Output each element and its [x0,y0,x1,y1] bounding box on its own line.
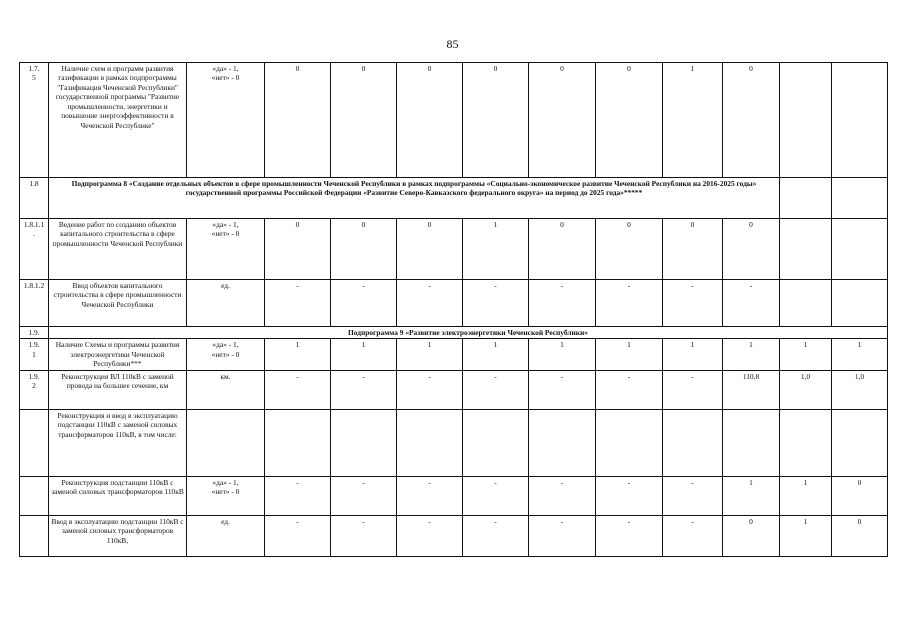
table-row [20,280,888,327]
value-cell: - [331,515,397,556]
unit-cell: ед. [187,515,265,556]
value-cell: - [463,476,529,515]
indicators-table [19,62,888,557]
value-cell [780,280,832,327]
row-code: 1.8.1.1 . [20,219,49,280]
indicator-name: Реконструкция ВЛ 110кВ с заменой провода на большее сечение, км [49,370,187,409]
value-cell: 1 [663,63,723,178]
value-cell: - [265,280,331,327]
value-cell: - [265,515,331,556]
row-code: 1.9. 1 [20,339,49,370]
value-cell: - [723,280,780,327]
value-cell: - [397,476,463,515]
value-cell: - [331,370,397,409]
value-cell: 1 [463,219,529,280]
table-row [20,339,888,370]
indicator-name: Наличие Схемы и программы развития электроэнергетики Чеченской Республики*** [49,339,187,370]
row-code [20,515,49,556]
value-cell [529,409,596,476]
value-cell [331,409,397,476]
value-cell: 1 [663,339,723,370]
value-cell: - [663,476,723,515]
row-code: 1.8.1.2 [20,280,49,327]
value-cell: 0 [723,515,780,556]
value-cell: - [529,476,596,515]
value-cell: 1 [397,339,463,370]
value-cell: 0 [331,63,397,178]
value-cell: 1 [780,476,832,515]
value-cell [723,409,780,476]
value-cell: 0 [265,63,331,178]
unit-cell: «да» - 1, «нет» - 0 [187,339,265,370]
table-row [20,515,888,556]
row-code [20,476,49,515]
value-cell [596,409,663,476]
value-cell: 1 [596,339,663,370]
value-cell: 0 [397,63,463,178]
indicator-name: Реконструкция и ввод в эксплуатацию подстанции 110кВ с заменой силовых трансформаторов 110кВ, в том числе: [49,409,187,476]
value-cell: 0 [832,515,888,556]
table-row [20,409,888,476]
value-cell: 0 [265,219,331,280]
value-cell: 0 [331,219,397,280]
value-cell: 1 [331,339,397,370]
value-cell: - [663,515,723,556]
unit-cell: «да» - 1, «нет» - 0 [187,219,265,280]
value-cell [780,409,832,476]
unit-cell: ед. [187,280,265,327]
value-cell: 0 [397,219,463,280]
row-code [20,409,49,476]
value-cell: 1,0 [780,370,832,409]
value-cell: 1 [780,339,832,370]
table-row [20,219,888,280]
value-cell: 110,8 [723,370,780,409]
value-cell: - [331,280,397,327]
value-cell: - [265,476,331,515]
value-cell: - [265,370,331,409]
value-cell: - [331,476,397,515]
unit-cell: «да» - 1, «нет» - 0 [187,476,265,515]
value-cell: 0 [723,63,780,178]
row-code: 1.9. [20,327,49,339]
value-cell [265,409,331,476]
value-cell [832,280,888,327]
value-cell: 0 [529,219,596,280]
value-cell: - [529,515,596,556]
value-cell: 1 [529,339,596,370]
value-cell: - [463,370,529,409]
value-cell: 1 [265,339,331,370]
indicator-name: Ввод в эксплуатацию подстанции 110кВ с заменой силовых трансформаторов 110кВ, [49,515,187,556]
row-code: 1.9. 2 [20,370,49,409]
table-row [20,178,888,219]
value-cell: 0 [596,63,663,178]
empty-cell [780,178,832,219]
unit-cell [187,409,265,476]
value-cell: 1 [780,515,832,556]
unit-cell: км. [187,370,265,409]
table-row [20,476,888,515]
value-cell: - [596,515,663,556]
value-cell [780,63,832,178]
section-title: Подпрограмма 8 «Создание отдельных объектов в сфере промышленности Чеченской Республики в рамках подпрограммы «Социально-экономическое развитие Чеченской Республики на 2016-2025 годы» государственной программы Российской Федерации «Развитие Северо-Кавказского федерального округа» на период до 2025 года»***** [49,178,780,219]
indicator-name: Ведение работ по созданию объектов капитального строительства в сфере промышленности Чеченской Республики [49,219,187,280]
value-cell: 1,0 [832,370,888,409]
value-cell: 0 [529,63,596,178]
value-cell: - [397,515,463,556]
indicator-name: Реконструкция подстанции 110кВ с заменой силовых трансформаторов 110кВ [49,476,187,515]
indicator-name: Наличие схем и программ развития газификации в рамках подпрограммы "Газификация Чеченской Республики" государственной программы "Развитие промышленности, энергетики и повышение энергоэффективности в Чеченской Республике" [49,63,187,178]
unit-cell: «да» - 1, «нет» - 0 [187,63,265,178]
value-cell [832,63,888,178]
page-number: 85 [446,37,459,51]
value-cell: - [596,280,663,327]
value-cell [832,409,888,476]
value-cell [832,219,888,280]
value-cell: - [463,515,529,556]
table-row [20,370,888,409]
value-cell: - [529,370,596,409]
value-cell: 1 [463,339,529,370]
value-cell [663,409,723,476]
value-cell: 1 [723,339,780,370]
empty-cell [832,178,888,219]
table-row [20,327,888,339]
value-cell: - [397,370,463,409]
section-title: Подпрограмма 9 «Развитие электроэнергетики Чеченской Республики» [49,327,888,339]
value-cell [463,409,529,476]
value-cell: 0 [832,476,888,515]
value-cell: 0 [723,219,780,280]
value-cell: 1 [723,476,780,515]
value-cell: 1 [832,339,888,370]
value-cell [780,219,832,280]
value-cell: 0 [596,219,663,280]
value-cell: 0 [663,219,723,280]
value-cell: - [596,370,663,409]
value-cell: - [596,476,663,515]
value-cell: - [663,280,723,327]
value-cell: - [529,280,596,327]
value-cell: 0 [463,63,529,178]
value-cell [397,409,463,476]
row-code: 1.8 [20,178,49,219]
row-code: 1.7. 5 [20,63,49,178]
indicator-name: Ввод объектов капитального строительства в сфере промышленности Чеченской Республики [49,280,187,327]
table-row [20,63,888,178]
value-cell: - [463,280,529,327]
value-cell: - [663,370,723,409]
value-cell: - [397,280,463,327]
